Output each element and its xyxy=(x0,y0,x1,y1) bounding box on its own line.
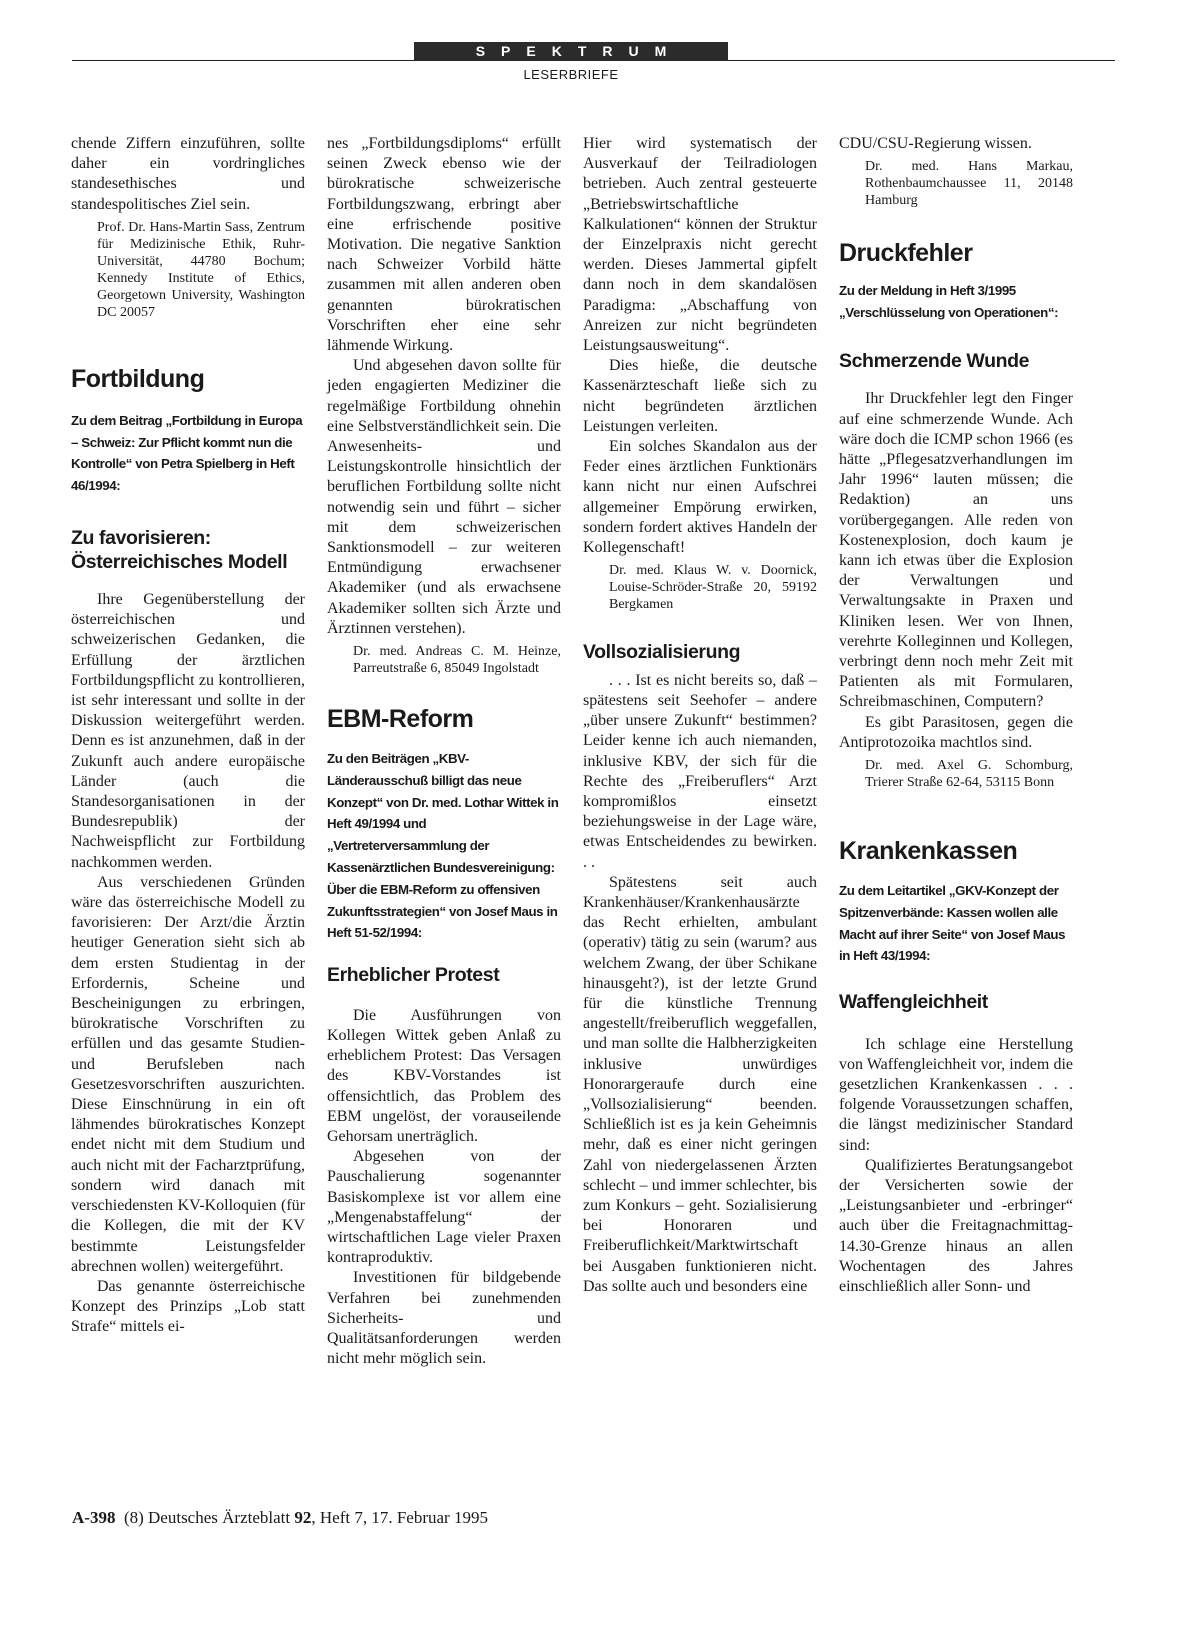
letter-signature: Dr. med. Axel G. Schomburg, Trierer Straße 62-64, 53115 Bonn xyxy=(865,757,1073,790)
letter-title: Zu favorisieren: Österreichisches Modell xyxy=(71,527,288,573)
letter-signature: Dr. med. Andreas C. M. Heinze, Parreutstraße 6, 85049 Ingolstadt xyxy=(353,644,561,677)
letter-title: Waffengleichheit xyxy=(839,991,988,1014)
section-band: SPEKTRUM xyxy=(414,42,728,61)
section-subtitle: LESERBRIEFE xyxy=(523,67,619,82)
letter-paragraph: Ihr Druckfehler legt den Finger auf eine schmerzende Wunde. Ach wäre doch die ICMP schon 1966 (es hätte „Pflegesatzverhandlungen im Jahr 1996“ lauten müssen; die Redaktion) an uns vorübergegangen. Alle reden von Kostenexplosion, doch kaum je kann ich etwas über die Explosion der Verwaltungen und Verwaltungsakte in Praxen und Kliniken lesen. Wer von Ihnen, verehrte Kolleginnen und Kollegen, verbringt denn noch mehr Zeit mit Patienten als mit Formularen, Schreibmaschinen, Computern? xyxy=(839,390,1073,711)
volume-number: 92 xyxy=(294,1508,312,1527)
column-2 xyxy=(327,134,561,1552)
letter-paragraph: Qualifiziertes Beratungsangebot der Versicherten sowie der „Leistungsanbieter und -erbringer“ auch über die Freitagnachmittag-14.30-Grenze hinaus an allen Wochentagen des Jahres einschließlich aller Sonn- und xyxy=(839,1156,1073,1296)
issue-date: , Heft 7, 17. Februar 1995 xyxy=(311,1508,488,1527)
letter-title: Erheblicher Protest xyxy=(327,964,500,987)
letter-paragraph: Investitionen für bildgebende Verfahren bei zunehmenden Sicherheits- und Qualitätsanforderungen werden nicht mehr möglich sein. xyxy=(327,1269,561,1368)
letter-paragraph: Hier wird systematisch der Ausverkauf der Teilradiologen betrieben. Auch zentral gesteuerte „Betriebswirtschaftliche Kalkulationen“ können der Struktur der Einzelpraxis nicht gerecht werden. Dieses Jammertal gipfelt dann noch in dem skandalösen Paradigma: „Abschaffung von Anreizen zur nicht begründeten Leistungsausweitung“. xyxy=(583,135,817,355)
letter-paragraph: chende Ziffern einzuführen, sollte daher ein vordringliches standesethisches und standespolitisches Ziel sein. xyxy=(71,135,305,213)
letter-signature: Dr. med. Hans Markau, Rothenbaumchaussee 11, 20148 Hamburg xyxy=(865,159,1073,209)
letter-paragraph: nes „Fortbildungsdiploms“ erfüllt seinen Zweck ebenso wie der bürokratische schweizerische Fortbildungszwang, erbringt aber eine erfrischende positive Motivation. Die negative Sanktion nach Schweizer Vorbild hätte zusammen mit allen anderen oben genannten bürokratischen Vorschriften eher eine sehr lähmende Wirkung. xyxy=(327,135,561,355)
reference-intro: Zu den Beiträgen „KBV-Länderausschuß billigt das neue Konzept“ von Dr. med. Lothar Wittek in Heft 49/1994 und „Vertreterversammlung der Kassenärztlichen Bundesvereinigung: Über die EBM-Reform zu offensiven Zukunftsstrategien“ von Josef Maus in Heft 51-52/1994: xyxy=(327,751,559,941)
letter-signature: Dr. med. Klaus W. v. Doornick, Louise-Schröder-Straße 20, 59192 Bergkamen xyxy=(609,563,817,613)
letter-title: Vollsozialisierung xyxy=(583,641,741,664)
letter-paragraph: Abgesehen von der Pauschalierung sogenannter Basiskomplexe ist vor allem eine „Mengenabstaffelung“ der wirtschaftlichen Lage vieler Praxen kontraproduktiv. xyxy=(327,1148,561,1267)
letter-paragraph: Dies hieße, die deutsche Kassenärzteschaft ließe sich zu nicht begründeten ärztlichen Leistungen verleiten. xyxy=(583,357,817,435)
page-number: A-398 xyxy=(72,1508,116,1527)
letter-paragraph: Ihre Gegenüberstellung der österreichischen und schweizerischen Gedanken, die Erfüllung der ärztlichen Fortbildungspflicht zu kontrollieren, ist sehr interessant und sollte in der Diskussion weitergeführt werden. Denn es ist anzunehmen, daß in der Zukunft auch andere europäische Länder (auch die Standesorganisationen in der Bundesrepublik) der Nachweispflicht zur Fortbildung nachkommen werden. xyxy=(71,591,305,871)
rubric-heading: Krankenkassen xyxy=(839,836,1018,865)
page-footer xyxy=(72,1508,488,1528)
letter-paragraph: Es gibt Parasitosen, gegen die Antiprotozoika machtlos sind. xyxy=(839,713,1073,751)
letter-paragraph: CDU/CSU-Regierung wissen. xyxy=(839,135,1032,152)
column-3 xyxy=(583,134,817,1552)
rubric-heading: EBM-Reform xyxy=(327,705,474,734)
column-1 xyxy=(71,134,305,1552)
letter-paragraph: Ich schlage eine Herstellung von Waffengleichheit vor, indem die gesetzlichen Krankenkassen . . . folgende Voraussetzungen schaffen, die längst medizinischer Standard sind: xyxy=(839,1035,1073,1154)
letter-paragraph: Und abgesehen davon sollte für jeden engagierten Mediziner die regelmäßige Fortbildung ohnehin eine Selbstverständlichkeit sein. Die Anwesenheits- und Leistungskontrolle hinsichtlich der beruflichen Fortbildung sollte nicht notwendig sein und führt – sicher mit dem schweizerischen Sanktionsmodell – zur weiteren Entmündigung erwachsener Akademiker (und als erwachsene Akademiker sollten sich Ärzte und Ärztinnen verstehen). xyxy=(327,357,561,637)
letter-paragraph: Die Ausführungen von Kollegen Wittek geben Anlaß zu erheblichem Protest: Das Versagen des KBV-Vorstandes ist offensichtlich, das Problem des EBM ungelöst, der vorauseilende Gehorsam unerträglich. xyxy=(327,1006,561,1145)
letter-paragraph: . . . Ist es nicht bereits so, daß – spätestens seit Seehofer – andere „über unsere Zukunft“ bestimmen? Leider kenne ich auch niemanden, inklusive KBV, der sich für die Rechte des „Freiberuflers“ Arzt kompromißlos einsetzt beziehungsweise in der Lage wäre, etwas Entscheidendes zu bewirken. . . xyxy=(583,671,817,871)
letter-title: Schmerzende Wunde xyxy=(839,349,1030,372)
letter-paragraph: Das genannte österreichische Konzept des Prinzips „Lob statt Strafe“ mittels ei- xyxy=(71,1277,305,1336)
reference-intro: Zu dem Leitartikel „GKV-Konzept der Spitzenverbände: Kassen wollen alle Macht auf ihrer Seite“ von Josef Maus in Heft 43/1994: xyxy=(839,882,1066,964)
column-4 xyxy=(839,134,1073,1552)
letter-paragraph: Aus verschiedenen Gründen wäre das österreichische Modell zu favorisieren: Der Arzt/die Ärztin heutiger Generation sieht sich ab dem ersten Studientag in der Erfordernis, Scheine und Bescheinigungen zu erbringen, bürokratische Vorschriften zu erfüllen und das gesamte Studien- und Berufsleben nach Gesetzesvorschriften auszurichten. Diese Einschnürung in ein oft lähmendes bürokratisches Konzept endet nicht mit dem Studium und auch nicht mit der Facharztprüfung, sondern wird danach mit verschiedensten KV-Kolloquien (für die Kollegen, die mit der KV bestimmte Leistungsfelder abrechnen wollen) weitergeführt. xyxy=(71,873,305,1275)
letter-paragraph: Ein solches Skandalon aus der Feder eines ärztlichen Funktionärs kann nicht nur einen Aufschrei allgemeiner Empörung erwirken, sondern fordert aktives Handeln der Kollegenschaft! xyxy=(583,438,817,557)
letter-signature: Prof. Dr. Hans-Martin Sass, Zentrum für Medizinische Ethik, Ruhr-Universität, 44780 Bochum; Kennedy Institute of Ethics, Georgetown University, Washington DC 20057 xyxy=(97,219,305,320)
rubric-heading: Druckfehler xyxy=(839,239,973,268)
rubric-heading: Fortbildung xyxy=(71,364,205,393)
reference-intro: Zu der Meldung in Heft 3/1995 „Verschlüsselung von Operationen“: xyxy=(839,283,1059,320)
reference-intro: Zu dem Beitrag „Fortbildung in Europa – Schweiz: Zur Pflicht kommt nun die Kontrolle“ von Petra Spielberg in Heft 46/1994: xyxy=(71,412,303,494)
letter-paragraph: Spätestens seit auch Krankenhäuser/Krankenhausärzte das Recht erhielten, ambulant (operativ) tätig zu sein (warum? aus welchem Zwang, der über Schikane hinausgeht?), ist der letzte Grund für die künstliche Trennung angestellt/freiberuflich weggefallen, und man sollte die Halbherzigkeiten inklusive unwürdiges Honorargeraufe durch eine „Vollsozialisierung“ beenden. Schließlich ist es ja kein Geheimnis mehr, daß es einer nicht geringen Zahl von niedergelassenen Ärzten schlecht – und immer schlechter, bis zum Konkurs – geht. Sozialisierung bei Honoraren und Freiberuflichkeit/Marktwirtschaft bei Ausgaben funktionieren nicht. Das sollte auch und besonders eine xyxy=(583,873,817,1295)
journal-name: (8) Deutsches Ärzteblatt xyxy=(123,1508,291,1527)
